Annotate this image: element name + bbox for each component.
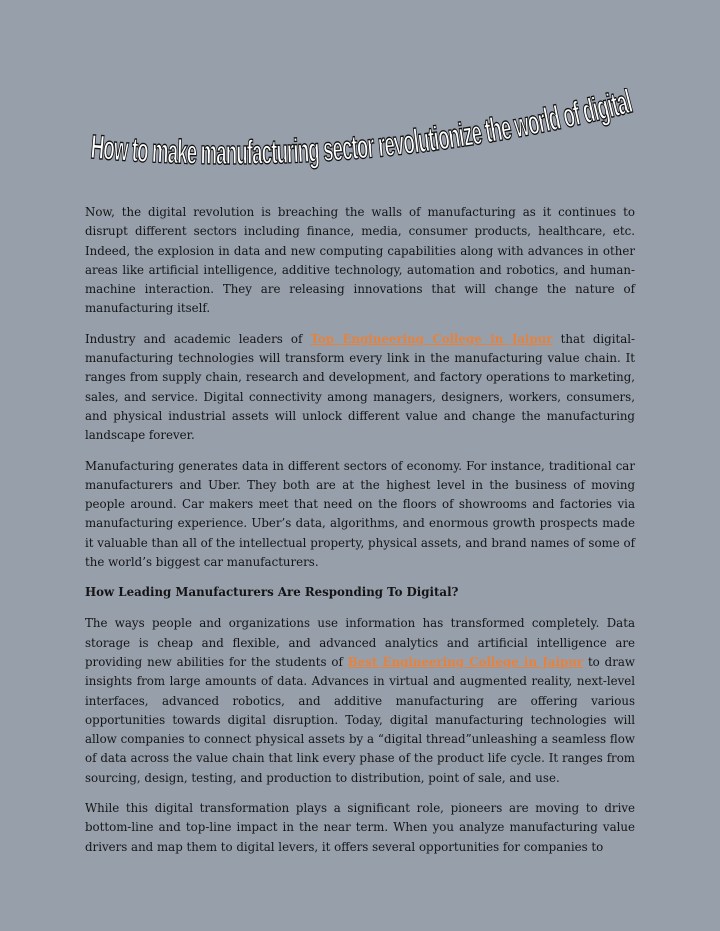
paragraph-text: that digital-manufacturing technologies will transform every link in the manufacturing value chain. It ranges from supply chain, research and development, and factory operations to marketing, sales, and service. Digital connectivity among managers, designers, workers, consumers, and physical industrial assets will unlock different value and change the manufacturing landscape forever. (85, 331, 636, 443)
paragraph-text: Industry and academic leaders of (85, 331, 303, 346)
page-title-text: How to make manufacturing sector revolutionize the world of digital (89, 88, 639, 173)
paragraph-text: to draw insights from large amounts of data. Advances in virtual and augmented reality, next-level interfaces, advanced robotics, and additive manufacturing are offering various opportunities towards digital disruption. Today, digital manufacturing technologies will allow companies to connect physical assets by a “digital thread”unleashing a seamless flow of data across the value chain that link every phase of the product life cycle. It ranges from sourcing, design, testing, and production to distribution, point of sale, and use. (85, 654, 635, 785)
paragraph-transformation: While this digital transformation plays a significant role, pioneers are moving to drive bottom-line and top-line impact in the near term. When you analyze manufacturing value drivers and map them to digital levers, it offers several opportunities for companies to (85, 801, 635, 854)
section-heading: How Leading Manufacturers Are Responding To Digital? (85, 585, 459, 600)
top-engineering-college-link[interactable]: Top Engineering College in Jaipur (310, 331, 553, 346)
paragraph-data-sectors: Manufacturing generates data in different sectors of economy. For instance, traditional car manufacturers and Uber. They both are at the highest level in the business of moving people around. Car makers meet that need on the floors of showrooms and factories via manufacturing experience. Uber’s data, algorithms, and enormous growth prospects made it valuable than all of the intellectual property, physical assets, and brand names of some of the world’s biggest car manufacturers. (85, 458, 635, 570)
paragraph-intro: Now, the digital revolution is breaching the walls of manufacturing as it continues to disrupt different sectors including finance, media, consumer products, healthcare, etc. Indeed, the explosion in data and new computing capabilities along with advances in other areas like artificial intelligence, additive technology, automation and robotics, and human-machine interaction. They are releasing innovations that will change the nature of manufacturing itself. (85, 205, 635, 316)
page-title-wordart (70, 88, 660, 178)
paragraph-information (85, 614, 635, 788)
document-body (85, 203, 635, 868)
page-title (89, 88, 639, 173)
best-engineering-college-link[interactable]: Best Engineering College in Jaipur (347, 654, 584, 669)
paragraph-text: The ways people and organizations use information has transformed completely. Data storage is cheap and flexible, and advanced analytics and artificial intelligence are providing new abilities for the students of (85, 616, 635, 669)
paragraph-industry-leaders (85, 330, 635, 446)
